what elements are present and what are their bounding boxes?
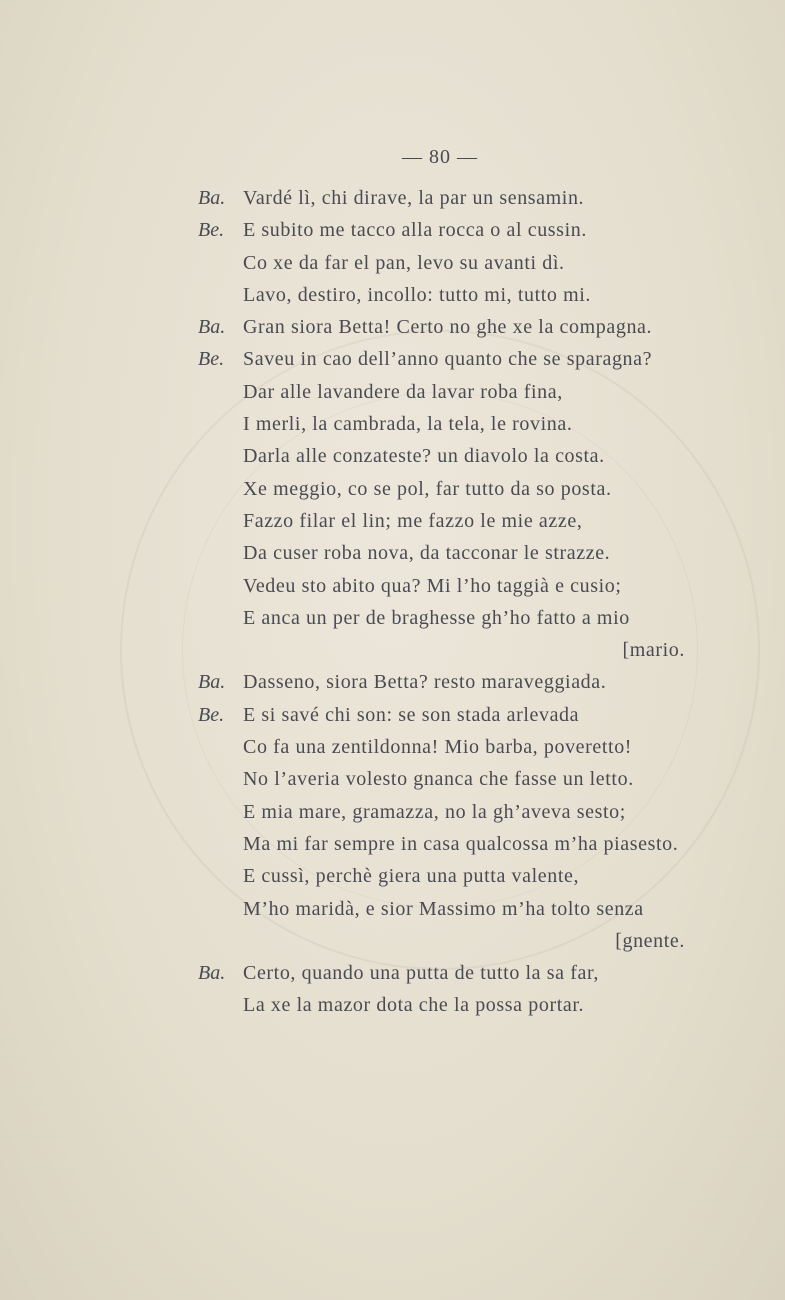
verse-text: E cussì, perchè giera una putta valente, [243, 865, 580, 888]
speaker-label: Be. [198, 348, 225, 371]
verse-line [0, 570, 785, 602]
speaker-label: Ba. [198, 671, 226, 694]
verse-line [0, 602, 785, 634]
verse-text: La xe la mazor dota che la possa portar. [243, 994, 585, 1017]
verse-text: Dar alle lavandere da lavar roba fina, [243, 380, 563, 403]
speaker-label: Ba. [198, 187, 226, 209]
verse-line [0, 343, 785, 375]
verse-text: I merli, la cambrada, la tela, le rovina. [243, 413, 573, 436]
verse-line [0, 731, 785, 763]
verse-line [0, 763, 785, 795]
verse-text: Lavo, destiro, incollo: tutto mi, tutto mi. [243, 283, 591, 306]
verse-line [0, 376, 785, 408]
verse-line [0, 925, 785, 957]
verse-line [0, 796, 785, 828]
verse-line [0, 311, 785, 343]
verse-line [0, 860, 785, 892]
verse-line [0, 182, 785, 214]
verse-text: M’ho maridà, e sior Massimo m’ha tolto senza [243, 897, 644, 920]
verse-line [0, 537, 785, 569]
verse-line [0, 699, 785, 731]
verse-text: Gran siora Betta! Certo no ghe xe la compagna. [243, 316, 653, 339]
verse-line [0, 214, 785, 246]
verse-line [0, 666, 785, 698]
verse-text: E anca un per de braghesse gh’ho fatto a mio [243, 606, 630, 629]
verse-text: Ma mi far sempre in casa qualcossa m’ha piasesto. [243, 832, 679, 855]
verse-text: E mia mare, gramazza, no la gh’aveva sesto; [243, 800, 626, 823]
speaker-label: Ba. [198, 962, 226, 985]
verse-text: No l’averia volesto gnanca che fasse un letto. [243, 768, 634, 791]
verse-line [0, 634, 785, 666]
speaker-label: Ba. [198, 316, 226, 339]
verse-continuation: [gnente. [615, 929, 685, 952]
verse-line [0, 247, 785, 279]
verse-line [0, 989, 785, 1021]
verse-line [0, 473, 785, 505]
verse-line [0, 957, 785, 989]
verse-text: Fazzo filar el lin; me fazzo le mie azze, [243, 509, 583, 532]
verse-text: Saveu in cao dell’anno quanto che se sparagna? [243, 348, 653, 371]
speaker-label: Be. [198, 219, 225, 242]
verse-text: Vedeu sto abito qua? Mi l’ho taggià e cusio; [243, 574, 622, 597]
verse-text: E si savé chi son: se son stada arlevada [243, 703, 580, 726]
verse-line [0, 440, 785, 472]
verse-text: Da cuser roba nova, da tacconar le strazze. [243, 542, 611, 565]
verse-text: Certo, quando una putta de tutto la sa far, [243, 962, 600, 985]
verse-text: Co xe da far el pan, levo su avanti dì. [243, 251, 565, 274]
verse-text: E subito me tacco alla rocca o al cussin. [243, 219, 587, 242]
verse-line [0, 505, 785, 537]
speaker-label: Be. [198, 703, 225, 726]
verse-block [0, 182, 785, 1022]
verse-text: Co fa una zentildonna! Mio barba, poveretto! [243, 736, 633, 759]
verse-line [0, 893, 785, 925]
verse-text: Xe meggio, co se pol, far tutto da so posta. [243, 477, 612, 500]
verse-text: Dasseno, siora Betta? resto maraveggiada. [243, 671, 607, 694]
verse-text: Vardé lì, chi dirave, la par un sensamin. [243, 187, 585, 209]
verse-line [0, 279, 785, 311]
verse-line [0, 408, 785, 440]
verse-line [0, 828, 785, 860]
verse-continuation: [mario. [622, 639, 685, 662]
page-number: — 80 — [402, 146, 478, 168]
verse-text: Darla alle conzateste? un diavolo la costa. [243, 445, 605, 468]
